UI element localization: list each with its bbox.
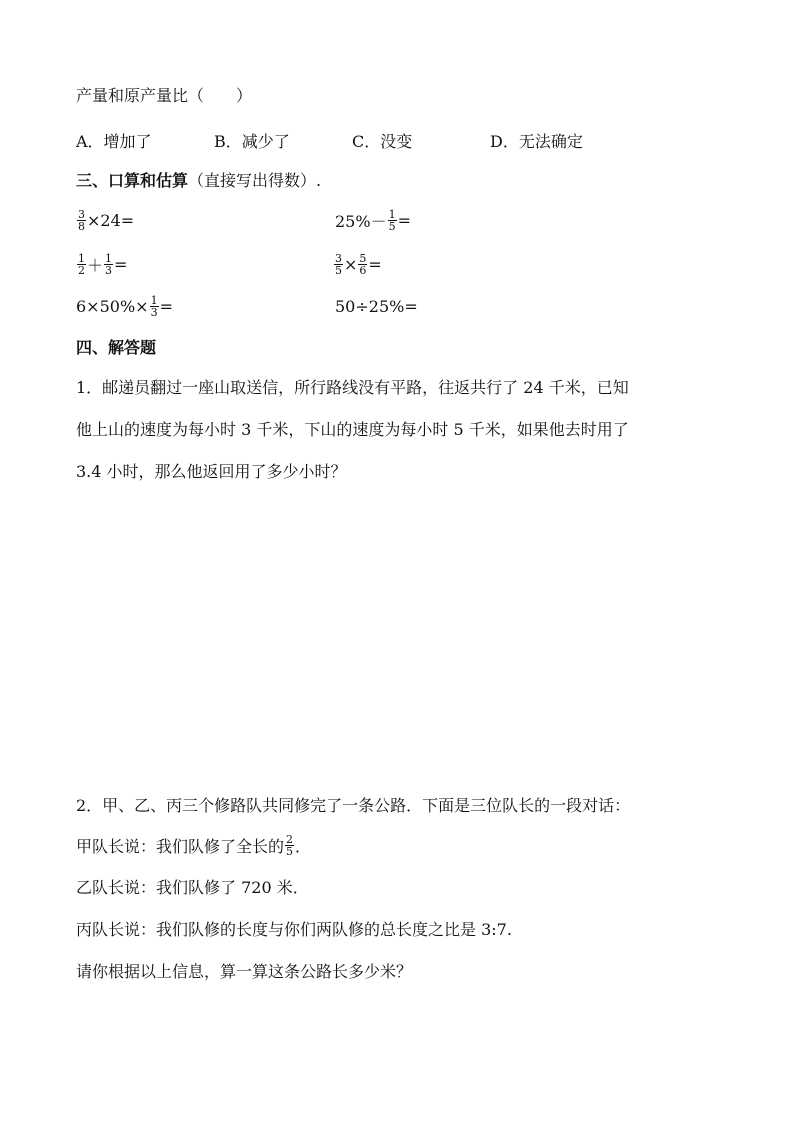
expr-text: = bbox=[368, 254, 382, 274]
expr-6 bbox=[335, 291, 418, 321]
operator: ＋ bbox=[87, 255, 104, 275]
fraction: $\frac{1}{3}$ bbox=[150, 293, 158, 319]
option-a: A．增加了 bbox=[76, 132, 152, 151]
expr-text: 甲队长说：我们队修了全长的 bbox=[76, 836, 285, 856]
fraction: $\frac{1}{3}$ bbox=[105, 251, 113, 277]
expr-3 bbox=[76, 249, 127, 279]
q2-line5: 请你根据以上信息，算一算这条公路长多少米？ bbox=[76, 962, 413, 981]
expr-text: 50÷25%= bbox=[335, 296, 418, 316]
q1-line1: 1．邮递员翻过一座山取送信，所行路线没有平路，往返共行了 24 千米，已知 bbox=[76, 378, 629, 397]
q1-line2: 他上山的速度为每小时 3 千米，下山的速度为每小时 5 千米，如果他去时用了 bbox=[76, 420, 629, 439]
intro-line: 产量和原产量比（ ） bbox=[76, 86, 253, 105]
q2-line4: 丙队长说：我们队修的长度与你们两队修的总长度之比是 3:7. bbox=[76, 920, 512, 939]
expr-text: = bbox=[159, 296, 173, 316]
section3-title: 三、口算和估算 bbox=[76, 171, 189, 190]
expr-text: 6×50%× bbox=[76, 296, 149, 316]
q2-line1: 2．甲、乙、丙三个修路队共同修完了一条公路．下面是三位队长的一段对话： bbox=[76, 796, 631, 815]
fraction: $\frac{5}{6}$ bbox=[359, 251, 367, 277]
expr-1 bbox=[76, 205, 134, 235]
fraction: $\frac{3}{5}$ bbox=[335, 251, 342, 277]
operator: × bbox=[344, 254, 358, 274]
q2-line3: 乙队长说：我们队修了 720 米． bbox=[76, 878, 309, 897]
fraction: $\frac{1}{2}$ bbox=[78, 251, 85, 277]
expr-text: 25%－ bbox=[335, 211, 387, 231]
expr-text: ． bbox=[295, 836, 312, 856]
option-d: D．无法确定 bbox=[490, 132, 583, 151]
option-c: C．没变 bbox=[352, 132, 413, 151]
fraction: $\frac{2}{5}$ bbox=[286, 832, 294, 858]
expr-2 bbox=[335, 205, 411, 235]
option-b: B．减少了 bbox=[214, 132, 290, 151]
fraction: $\frac{1}{5}$ bbox=[388, 207, 396, 233]
section3-note: （直接写出得数）. bbox=[188, 171, 322, 190]
expr-4 bbox=[333, 249, 382, 279]
expr-text: = bbox=[397, 210, 411, 230]
q1-line3: 3.4 小时，那么他返回用了多少小时？ bbox=[76, 462, 347, 481]
expr-text: = bbox=[114, 254, 128, 274]
fraction: $\frac{3}{8}$ bbox=[78, 207, 85, 233]
expr-5 bbox=[76, 291, 173, 321]
section4-title: 四、解答题 bbox=[76, 338, 157, 357]
expr-text: ×24= bbox=[87, 210, 135, 230]
section3-heading bbox=[76, 171, 321, 191]
q2-line2 bbox=[76, 830, 311, 860]
